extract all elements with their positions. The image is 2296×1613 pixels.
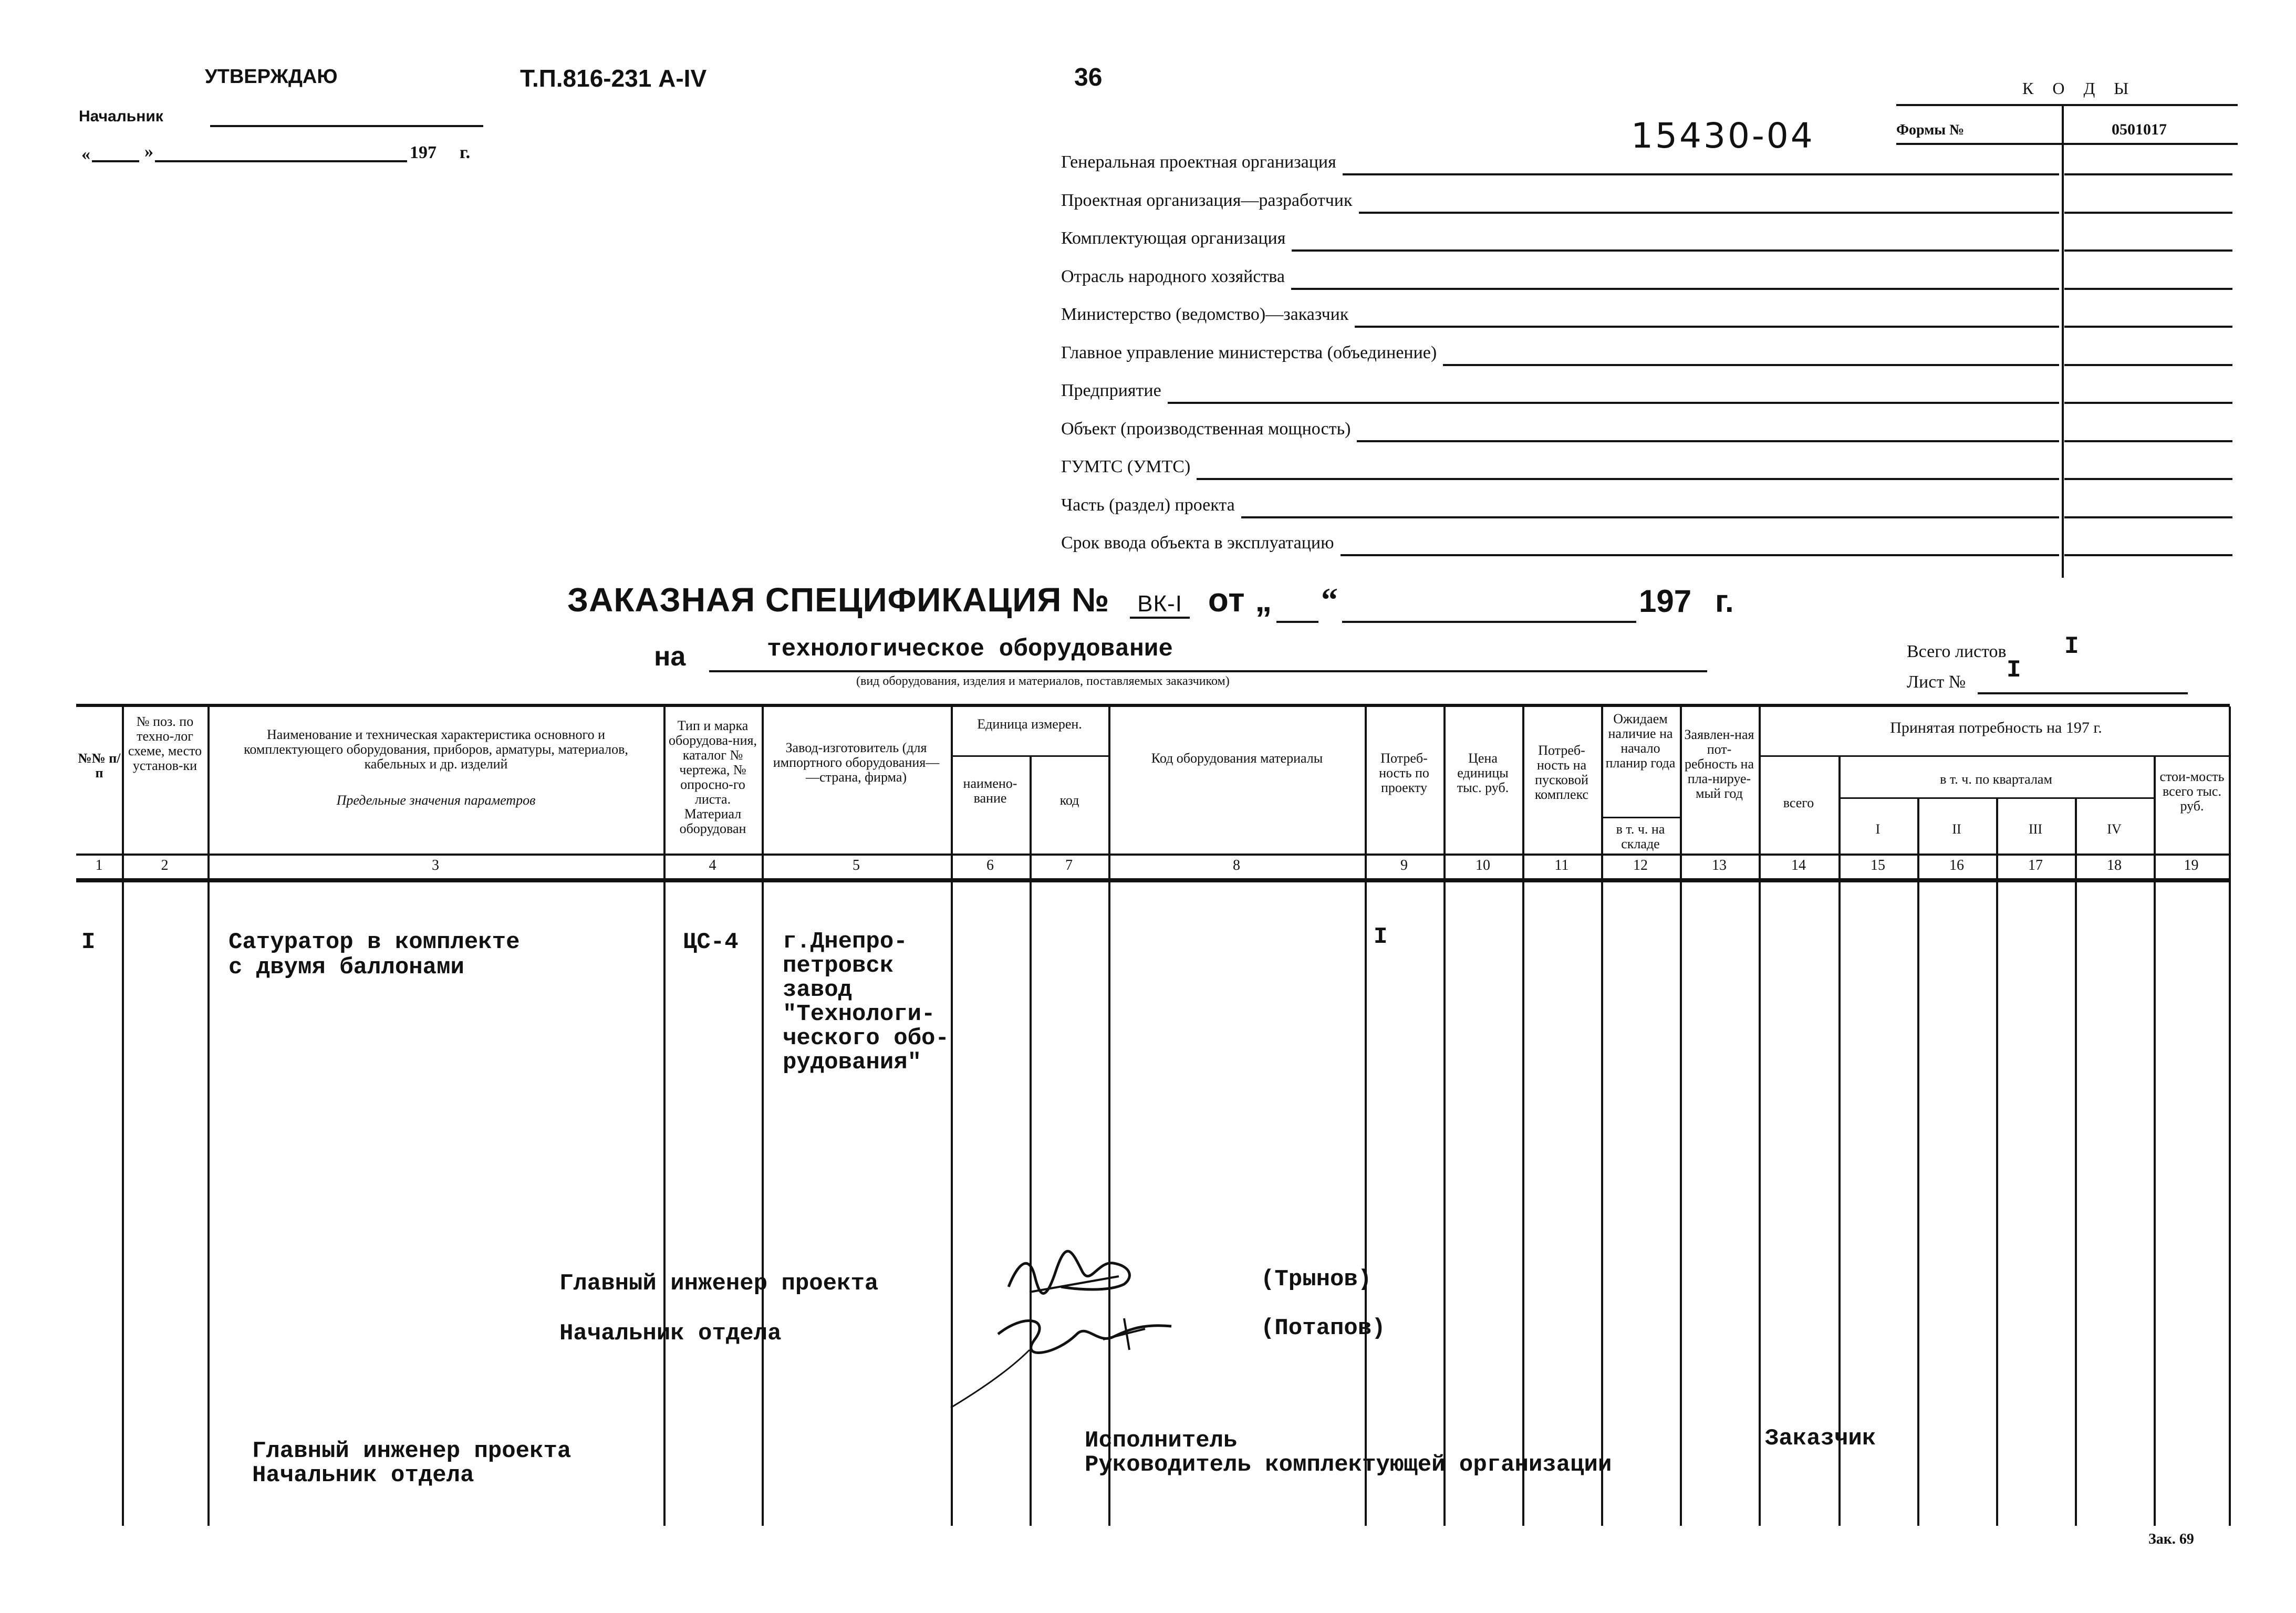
codes-top-line (1896, 104, 2238, 106)
date-quote-close: » (144, 142, 153, 161)
org-field-code-line (2064, 288, 2232, 290)
column-number: 2 (161, 857, 169, 873)
row-type: ЦС-4 (683, 929, 739, 955)
table-vline (1522, 706, 1524, 1526)
table-vline (1917, 798, 1919, 1526)
org-field-code-line (2064, 173, 2232, 175)
org-field-label: ГУМТС (УМТС) (1061, 457, 1191, 476)
table-colnum-line (76, 854, 2230, 856)
table-vline (2229, 706, 2231, 1526)
codes-divider (2062, 105, 2064, 578)
header-c3-italic: Предельные значения параметров (336, 793, 536, 808)
spec-year-suffix: г. (1715, 584, 1734, 619)
header-c13: Заявлен-ная пот-ребность на пла-нируе-мый год (1684, 727, 1754, 801)
org-field-fill-line (1357, 440, 2059, 442)
header-c15: I (1875, 821, 1881, 837)
table-vline (122, 706, 124, 1526)
org-field-fill-line (1359, 212, 2059, 214)
date-month-line (155, 160, 407, 162)
accepted-group-line (1759, 755, 2229, 757)
form-value: 0501017 (2112, 121, 2167, 138)
header-c2: № поз. по техно-лог схеме, место установ-ки (128, 714, 202, 773)
column-number: 15 (1871, 857, 1885, 873)
header-c7: код (1059, 793, 1079, 808)
chief-engineer-name: (Трынов) (1261, 1266, 1372, 1293)
header-unit-group: Единица измерен. (977, 716, 1082, 732)
column-number: 4 (709, 857, 716, 873)
table-vline (762, 706, 764, 1526)
org-field-label: Министерство (ведомство)—заказчик (1061, 305, 1349, 324)
table-vline (207, 706, 210, 1526)
sheet-number-value: I (2007, 657, 2021, 684)
codes-title: К О Д Ы (2022, 79, 2136, 98)
dept-head-name: (Потапов) (1261, 1315, 1386, 1341)
spec-year: 197 (1639, 584, 1692, 619)
org-field-label: Главное управление министерства (объединение) (1061, 342, 1437, 362)
header-c9: Потреб-ность по проекту (1379, 751, 1429, 795)
footer-note: Зак. 69 (2148, 1531, 2194, 1547)
header-c1: №№ п/п (78, 751, 121, 781)
header-c12: Ожидаем наличие на начало планир года (1605, 711, 1676, 771)
org-field-code-line (2064, 212, 2232, 214)
org-field-code-line (2064, 554, 2232, 556)
header-quarters-group: в т. ч. по кварталам (1940, 772, 2052, 787)
header-c4: Тип и марка оборудова-ния, каталог № чертежа, № опросно-го листа. Материал оборудован (669, 718, 757, 836)
column-number: 13 (1712, 857, 1727, 873)
org-field-code-line (2064, 478, 2232, 480)
org-field-fill-line (1343, 173, 2059, 175)
org-field-code-line (2064, 440, 2232, 442)
executor-signatures: Исполнитель Руководитель комплектующей организации (1085, 1428, 1612, 1478)
header-c14: всего (1783, 795, 1814, 810)
column-number: 16 (1949, 857, 1964, 873)
header-c12b: в т. ч. на складе (1616, 821, 1665, 851)
header-c10: Цена единицы тыс. руб. (1457, 751, 1509, 795)
row-name: Сатуратор в комплекте с двумя баллонами (228, 929, 520, 981)
org-field-fill-line (1443, 364, 2059, 366)
spec-title (567, 580, 1272, 619)
header-c19: стои-мость всего тыс. руб. (2159, 769, 2225, 814)
table-top-line (76, 704, 2230, 707)
org-field-label: Проектная организация—разработчик (1061, 190, 1353, 210)
column-number: 9 (1400, 857, 1408, 873)
org-field-label: Срок ввода объекта в эксплуатацию (1061, 533, 1334, 553)
org-field-code-line (2064, 326, 2232, 328)
handwritten-signature-2 (946, 1297, 1208, 1413)
column-number: 17 (2028, 857, 2043, 873)
date-day-line (92, 160, 139, 162)
subject-line (709, 670, 1707, 672)
column-number: 11 (1554, 857, 1569, 873)
approve-year-suffix: г. (460, 143, 471, 162)
column-number: 12 (1633, 857, 1648, 873)
org-field-code-line (2064, 402, 2232, 404)
org-field-code-line (2064, 249, 2232, 252)
header-c17: III (2029, 821, 2042, 837)
total-sheets-value: I (2064, 633, 2079, 660)
form-line (1896, 143, 2238, 145)
bottom-left-signatures: Главный инженер проекта Начальник отдела (252, 1438, 572, 1489)
column-number: 19 (2184, 857, 2199, 873)
header-c6: наимено-вание (963, 776, 1017, 806)
column-number: 1 (95, 857, 103, 873)
org-field-label: Часть (раздел) проекта (1061, 495, 1235, 515)
column-number: 10 (1476, 857, 1490, 873)
org-field-label: Объект (производственная мощность) (1061, 419, 1351, 439)
approve-heading: УТВЕРЖДАЮ (205, 66, 338, 88)
handwritten-code: 15430-04 (1631, 116, 1815, 156)
header-c3: Наименование и техническая характеристика основного и комплектующего оборудования, приборов, арматуры, материалов, кабельных и др. изделий (244, 727, 628, 772)
column-number: 14 (1791, 857, 1806, 873)
table-vline (1365, 706, 1367, 1526)
header-accepted-group: Принятая потребность на 197 г. (1890, 719, 2102, 736)
spec-date-quote-close: “ (1321, 581, 1338, 618)
sheet-number-line (1978, 692, 2188, 694)
column-number: 5 (853, 857, 860, 873)
org-field-label: Отрасль народного хозяйства (1061, 266, 1285, 286)
org-field-fill-line (1355, 326, 2059, 328)
column-number: 6 (986, 857, 994, 873)
row-number: I (81, 929, 96, 955)
sheet-number-label: Лист № (1907, 672, 1966, 692)
org-field-fill-line (1197, 478, 2059, 480)
subject-value: технологическое оборудование (767, 636, 1173, 663)
form-label: Формы № (1896, 122, 1965, 138)
table-vline (1996, 798, 1998, 1526)
approve-year: 197 (410, 143, 437, 162)
subject-caption: (вид оборудования, изделия и материалов, поставляемых заказчиком) (856, 674, 1230, 688)
header-c8: Код оборудования материалы (1151, 751, 1323, 766)
total-sheets-label: Всего листов (1907, 642, 2007, 661)
spec-from: от „ (1208, 581, 1273, 619)
table-vline (1680, 706, 1682, 1526)
quarters-group-line (1838, 797, 2154, 799)
spec-date-month-line (1342, 621, 1636, 623)
org-field-fill-line (1241, 516, 2059, 518)
org-field-fill-line (1168, 402, 2059, 404)
page-number: 36 (1074, 64, 1103, 91)
header-c18: IV (2107, 821, 2122, 837)
column-number: 7 (1065, 857, 1073, 873)
unit-group-line (951, 755, 1108, 757)
customer-label: Заказчик (1765, 1425, 1876, 1452)
chief-engineer-label: Главный инженер проекта (559, 1271, 879, 1297)
row-maker: г.Днепро- петровск завод "Технологи- ческого обо- рудования" (783, 929, 949, 1076)
table-vline (2075, 798, 2077, 1526)
document-reference: Т.П.816-231 А-IV (520, 65, 707, 92)
org-field-label: Генеральная проектная организация (1061, 152, 1336, 172)
chief-signature-line (210, 125, 483, 127)
org-field-fill-line (1341, 554, 2059, 556)
header-c5: Завод-изготовитель (для импортного оборудования— —страна, фирма) (773, 740, 940, 785)
dept-head-label: Начальник отдела (559, 1320, 782, 1347)
spec-number: ВК-I (1130, 591, 1190, 619)
column-number: 18 (2107, 857, 2122, 873)
spec-date-day-line (1276, 621, 1318, 623)
org-field-label: Комплектующая организация (1061, 228, 1286, 248)
chief-label: Начальник (79, 108, 163, 125)
table-body-top-line (76, 878, 2230, 882)
header-c11: Потреб-ность на пусковой комплекс (1534, 743, 1589, 802)
org-field-code-line (2064, 516, 2232, 518)
org-field-fill-line (1291, 288, 2059, 290)
row-quantity: I (1374, 924, 1388, 950)
header-c16: II (1952, 821, 1961, 837)
table-vline (1443, 706, 1446, 1526)
org-field-fill-line (1292, 249, 2059, 252)
subject-prefix: на (654, 641, 686, 672)
table-vline (1759, 706, 1761, 1526)
column-number: 3 (432, 857, 439, 873)
org-field-label: Предприятие (1061, 381, 1161, 400)
c12-split-line (1601, 817, 1680, 818)
org-field-code-line (2064, 364, 2232, 366)
spec-title-text: ЗАКАЗНАЯ СПЕЦИФИКАЦИЯ № (567, 581, 1110, 619)
column-number: 8 (1233, 857, 1240, 873)
date-quote-open: « (81, 144, 90, 164)
